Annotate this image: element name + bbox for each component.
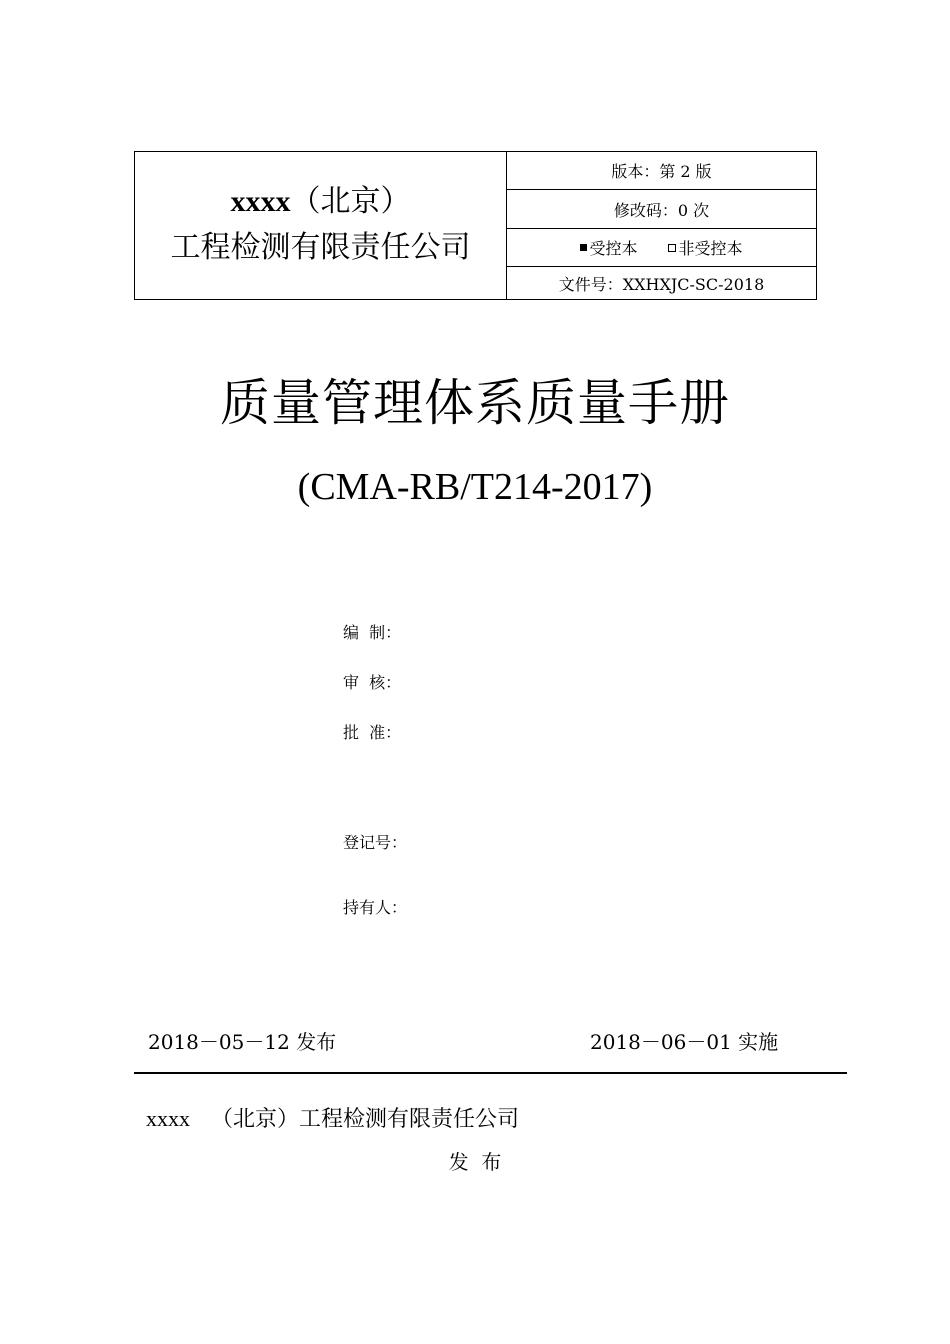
document-meta-cells (507, 152, 816, 299)
document-header-table (134, 151, 817, 300)
uncontrolled-label: 非受控本 (678, 239, 743, 258)
company-name-line1 (231, 182, 411, 222)
version-cell: 版本：第 2 版 (507, 152, 816, 190)
company-name-latin: xxxx (230, 184, 291, 218)
controlled-label: 受控本 (589, 239, 638, 258)
company-name-cell (135, 152, 507, 299)
footer-company-rest: （北京）工程检测有限责任公司 (210, 1107, 519, 1132)
company-name-region: （北京） (290, 184, 411, 218)
holder-label: 持有人： (343, 898, 408, 917)
document-title: 质量管理体系质量手册 (220, 374, 730, 432)
uncontrolled-option (668, 236, 743, 259)
registration-number-label: 登记号： (343, 833, 408, 852)
effective-date: 2018－06－01 实施 (590, 1030, 779, 1054)
revision-cell: 修改码：0 次 (507, 190, 816, 229)
compiled-by-label: 编 制： (343, 623, 402, 642)
footer-issue-label: 发 布 (448, 1150, 502, 1174)
standard-code: (CMA-RB/T214-2017) (297, 466, 653, 508)
controlled-option (580, 236, 637, 259)
reviewed-by-label: 审 核： (343, 673, 402, 692)
footer-company-name (146, 1104, 519, 1135)
approved-by-label: 批 准： (343, 723, 402, 742)
footer-company-latin: xxxx (146, 1106, 190, 1131)
control-status-cell (507, 229, 816, 267)
file-number-cell: 文件号：XXHXJC-SC-2018 (558, 274, 765, 294)
footer-divider (134, 1072, 847, 1074)
issue-date: 2018－05－12 发布 (148, 1030, 337, 1054)
checked-box-icon (580, 244, 587, 251)
unchecked-box-icon (668, 244, 676, 252)
company-name-line2: 工程检测有限责任公司 (170, 229, 471, 265)
